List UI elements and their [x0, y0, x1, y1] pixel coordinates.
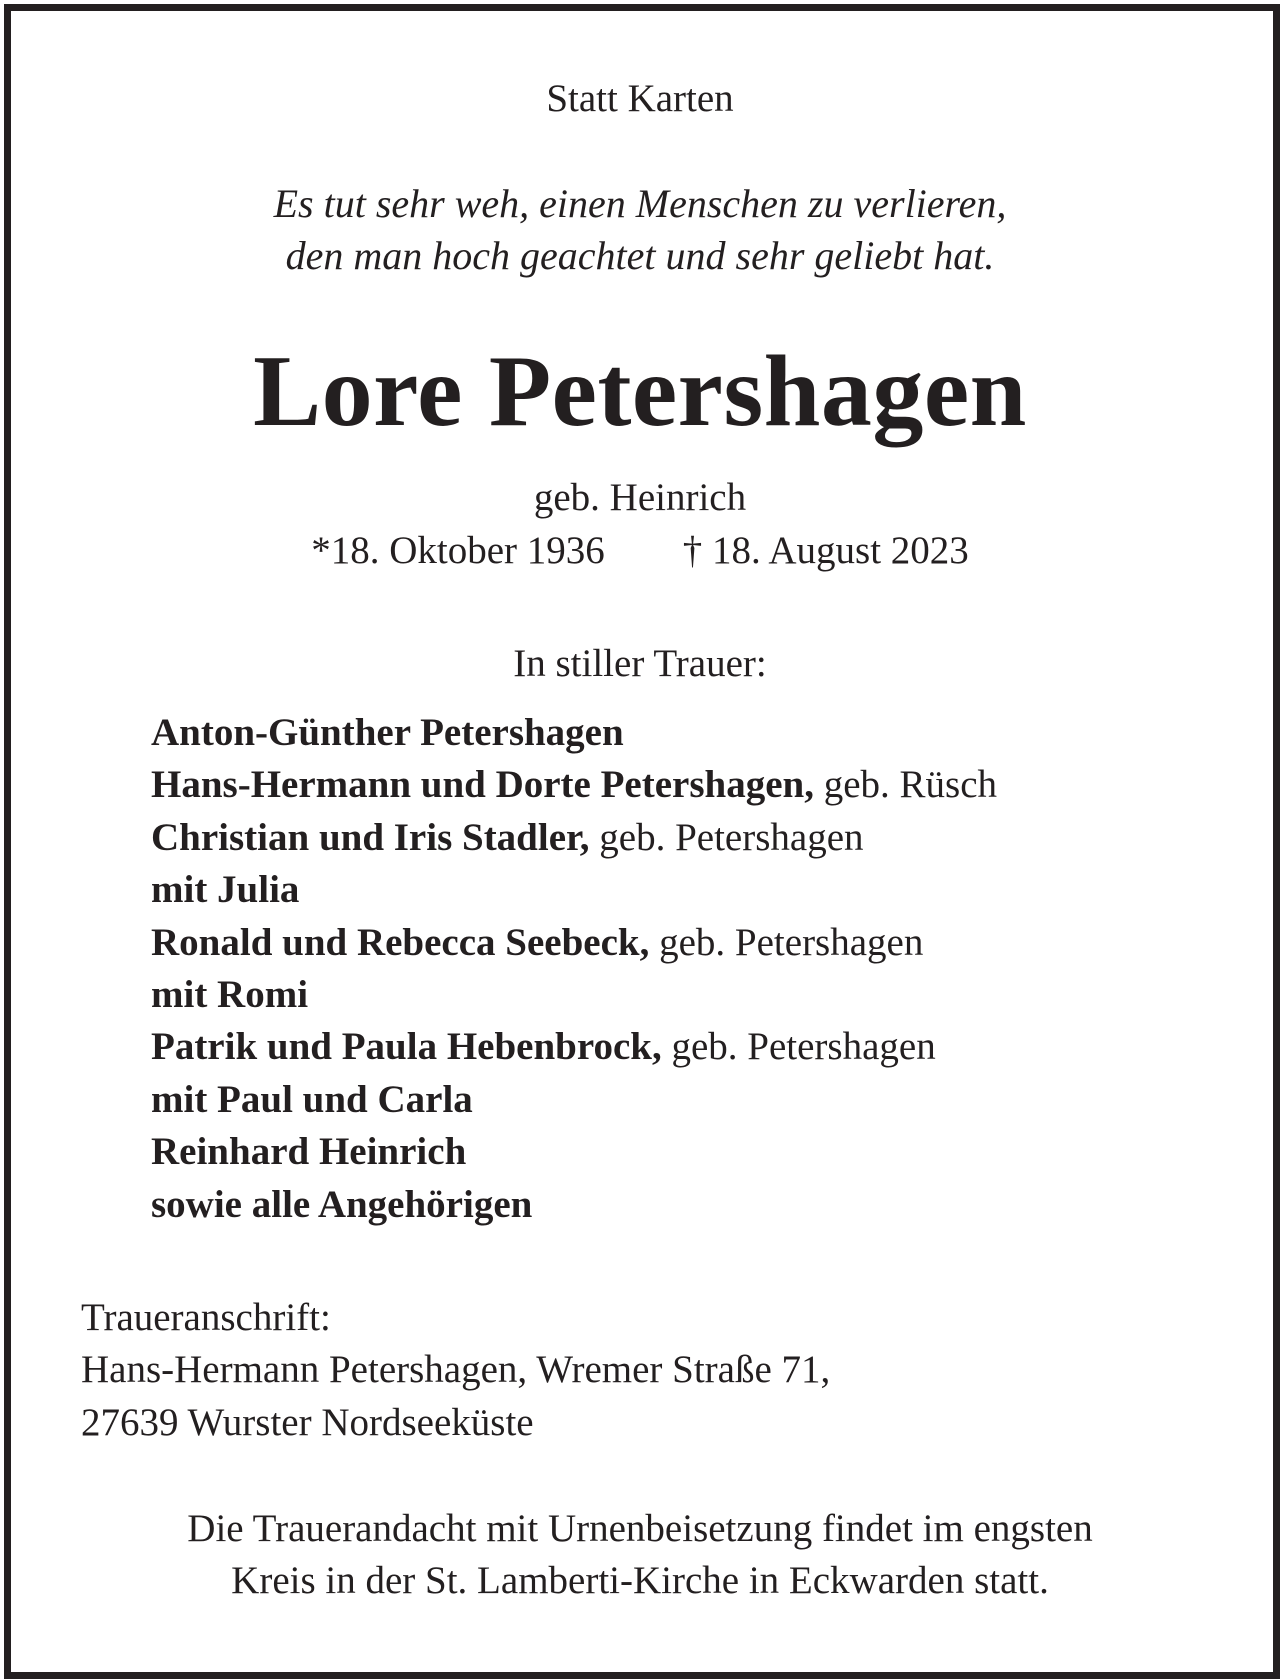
memorial-quote — [0, 178, 1280, 282]
mourner-names: Ronald und Rebecca Seebeck, — [151, 920, 650, 964]
service-line-2: Kreis in der St. Lamberti-Kirche in Eckwarden statt. — [231, 1559, 1049, 1603]
mourning-label: In stiller Trauer: — [513, 642, 767, 685]
mourner-names: mit Julia — [151, 868, 300, 912]
mourner-row — [151, 917, 997, 969]
mourner-suffix: geb. Rüsch — [813, 763, 998, 807]
mourners-list — [151, 707, 997, 1231]
deceased-name: Lore Petershagen — [253, 335, 1027, 448]
mourning-address — [81, 1292, 830, 1449]
mourner-names: Reinhard Heinrich — [151, 1130, 467, 1174]
quote-line-1: Es tut sehr weh, einen Menschen zu verlieren, — [273, 181, 1007, 226]
mourner-row — [151, 759, 997, 811]
mourner-names: Anton-Günther Petershagen — [151, 711, 624, 754]
mourner-names: Patrik und Paula Hebenbrock, — [151, 1025, 662, 1069]
mourner-names: Christian und Iris Stadler, — [151, 815, 590, 859]
mourner-suffix: geb. Petershagen — [649, 920, 924, 964]
service-line-1: Die Trauerandacht mit Urnenbeisetzung findet im engsten — [187, 1507, 1093, 1550]
mourner-row — [151, 707, 997, 759]
mourner-row — [151, 1021, 997, 1073]
address-line-2: 27639 Wurster Nordseeküste — [81, 1400, 534, 1444]
quote-line-2: den man hoch geachtet und sehr geliebt hat. — [285, 233, 995, 278]
mourner-names: mit Paul und Carla — [151, 1077, 473, 1121]
service-notice — [0, 1503, 1280, 1608]
mourner-names: Hans-Hermann und Dorte Petershagen, — [151, 763, 814, 807]
mourner-suffix: geb. Petershagen — [661, 1025, 936, 1069]
mourner-names: mit Romi — [151, 973, 309, 1017]
mourner-suffix: geb. Petershagen — [589, 815, 864, 859]
mourner-row — [151, 1126, 997, 1178]
mourner-row — [151, 1074, 997, 1126]
mourner-row — [151, 812, 997, 864]
mourner-row — [151, 864, 997, 916]
mourner-row — [151, 1179, 997, 1231]
address-label: Traueranschrift: — [81, 1296, 331, 1339]
notice-header: Statt Karten — [546, 77, 734, 120]
mourner-names: sowie alle Angehörigen — [151, 1182, 533, 1226]
death-date: † 18. August 2023 — [682, 529, 969, 572]
life-dates — [0, 525, 1280, 577]
address-line-1: Hans-Hermann Petershagen, Wremer Straße 71, — [81, 1348, 831, 1392]
mourner-row — [151, 969, 997, 1021]
birth-date: *18. Oktober 1936 — [311, 529, 605, 572]
birth-name: geb. Heinrich — [533, 476, 747, 519]
